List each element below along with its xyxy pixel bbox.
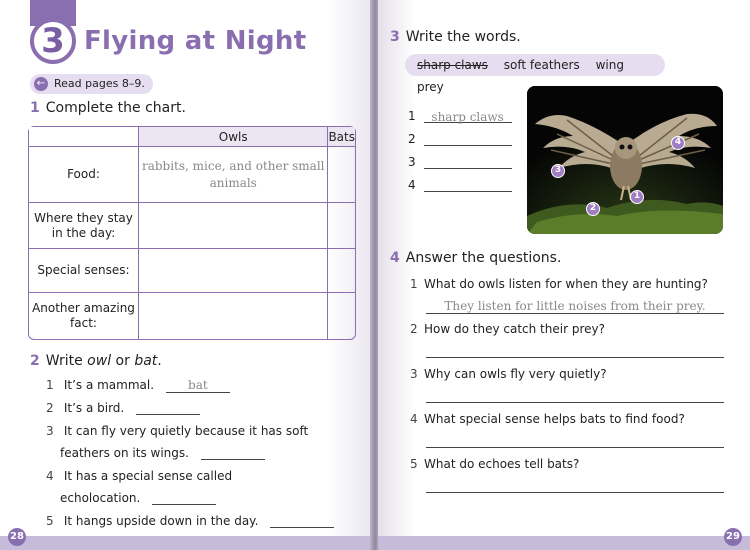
exercise1-instruction: Complete the chart. [45,100,186,116]
arrow-left-icon: ← [34,77,48,91]
exercise2-word-owl: owl [87,353,112,369]
exercise2-instruction-suffix: . [157,353,162,369]
chart-cell-owls-senses[interactable] [139,249,328,293]
chart-row-fact [29,293,355,339]
ex2-item-4-cont [60,491,216,505]
chart-header-bats: Bats [328,127,355,147]
chart-row-label: Special senses: [29,249,139,293]
word-box-item: prey [417,80,444,94]
ex4-question-number: 5 [410,457,418,471]
ex2-item-4 [46,469,232,483]
chart-row-label: Food: [29,147,139,203]
exercise4-instruction: Answer the questions. [405,250,562,266]
ex4-answer-line-1 [426,313,724,314]
chart-header-row [29,127,355,147]
exercise4-heading [390,250,561,266]
ex2-item-text: It can fly very quietly because it has soft [63,424,309,438]
exercise2-number: 2 [30,353,40,369]
left-page [0,0,372,550]
ex3-line-2 [408,132,512,146]
bottom-band-right [378,536,750,550]
chart-cell-bats-food[interactable] [328,147,355,203]
ex2-item-number: 2 [46,401,54,415]
photo-pin-2: 2 [586,202,600,216]
ex2-item-2 [46,401,200,415]
owls-bats-chart [28,126,356,340]
ex2-answer-2[interactable] [136,403,200,415]
ex4-question-number: 4 [410,412,418,426]
chart-cell-bats-stay[interactable] [328,203,355,249]
ex3-line-4 [408,178,512,192]
chart-cell-bats-senses[interactable] [328,249,355,293]
ex2-item-text: It’s a mammal. [63,378,155,392]
word-box-item: sharp claws [417,58,488,72]
page-number-right: 29 [724,528,742,546]
exercise4-number: 4 [390,250,400,266]
word-box [405,54,665,94]
ex4-question-5 [410,457,579,471]
ex4-question-text: What special sense helps bats to find food? [424,412,685,426]
chart-cell-owls-stay[interactable] [139,203,328,249]
ex4-answer-1[interactable]: They listen for little noises from their prey. [444,299,706,313]
chart-row-label: Where they stay in the day: [29,203,139,249]
read-pages-text: Read pages 8–9. [54,77,145,90]
chart-cell-owls-food[interactable]: rabbits, mice, and other small animals [139,147,328,203]
chart-header-owls: Owls [139,127,328,147]
ex4-answer-line-4 [426,447,724,448]
ex4-question-1 [410,277,708,291]
ex3-line-number: 4 [408,178,416,192]
ex4-question-number: 1 [410,277,418,291]
photo-pin-3: 3 [551,164,565,178]
ex2-item-1 [46,378,230,393]
chart-row-food [29,147,355,203]
word-box-item: soft feathers [503,58,580,72]
exercise1-number: 1 [30,100,40,116]
chart-cell-owls-fact[interactable] [139,293,328,339]
page-number-left: 28 [8,528,26,546]
ex3-line-number: 3 [408,155,416,169]
ex2-item-text: It hangs upside down in the day. [63,514,259,528]
ex2-item-text: It has a special sense called [63,469,233,483]
ex2-item-number: 5 [46,514,54,528]
ex4-question-3 [410,367,607,381]
ex4-question-number: 2 [410,322,418,336]
ex2-item-3-cont [60,446,265,460]
ex2-item-number: 1 [46,378,54,392]
ex2-item-number: 4 [46,469,54,483]
owl-illustration [527,86,723,234]
bottom-band-left [0,536,372,550]
exercise2-word-bat: bat [134,353,158,369]
ex4-answer-line-3 [426,402,724,403]
ex3-line-number: 1 [408,109,416,123]
ex3-answer-2[interactable] [424,133,512,146]
ex4-question-2 [410,322,605,336]
ex3-line-number: 2 [408,132,416,146]
read-pages-pill [30,74,153,94]
ex2-item-5 [46,514,334,528]
ex2-answer-3[interactable] [201,448,265,460]
word-box-item: wing [595,58,624,72]
exercise1-heading [30,100,186,116]
exercise2-instruction-mid: or [111,353,135,369]
chart-row-senses [29,249,355,293]
chart-header-blank [29,127,139,147]
ex3-line-3 [408,155,512,169]
exercise3-heading [390,29,521,45]
ex2-item-text: It’s a bird. [63,401,125,415]
ex2-answer-1[interactable]: bat [166,378,230,393]
ex2-answer-4[interactable] [152,493,216,505]
chart-cell-bats-fact[interactable] [328,293,355,339]
unit-number-badge: 3 [30,18,76,64]
ex4-question-number: 3 [410,367,418,381]
ex2-item-text-cont: feathers on its wings. [60,446,189,460]
ex4-question-4 [410,412,685,426]
ex3-line-1 [408,109,512,123]
owl-photo [527,86,723,234]
ex2-item-text-cont: echolocation. [60,491,141,505]
ex2-item-number: 3 [46,424,54,438]
ex2-item-3 [46,424,308,438]
exercise3-number: 3 [390,29,400,45]
exercise3-instruction: Write the words. [405,29,521,45]
ex3-answer-1[interactable]: sharp claws [424,110,512,123]
photo-pin-1: 1 [630,190,644,204]
exercise2-heading [30,353,162,369]
ex2-answer-5[interactable] [270,516,334,528]
ex4-question-text: What do owls listen for when they are hunting? [424,277,708,291]
ex4-answer-line-2 [426,357,724,358]
exercise2-instruction-prefix: Write [45,353,88,369]
chart-row-label: Another amazing fact: [29,293,139,339]
ex3-answer-4[interactable] [424,179,512,192]
unit-title: Flying at Night [84,26,307,56]
ex3-answer-3[interactable] [424,156,512,169]
ex4-question-text: Why can owls fly very quietly? [424,367,607,381]
chart-row-stay [29,203,355,249]
ex4-question-text: How do they catch their prey? [424,322,605,336]
ex4-answer-line-5 [426,492,724,493]
photo-pin-4: 4 [671,136,685,150]
ex4-question-text: What do echoes tell bats? [424,457,580,471]
